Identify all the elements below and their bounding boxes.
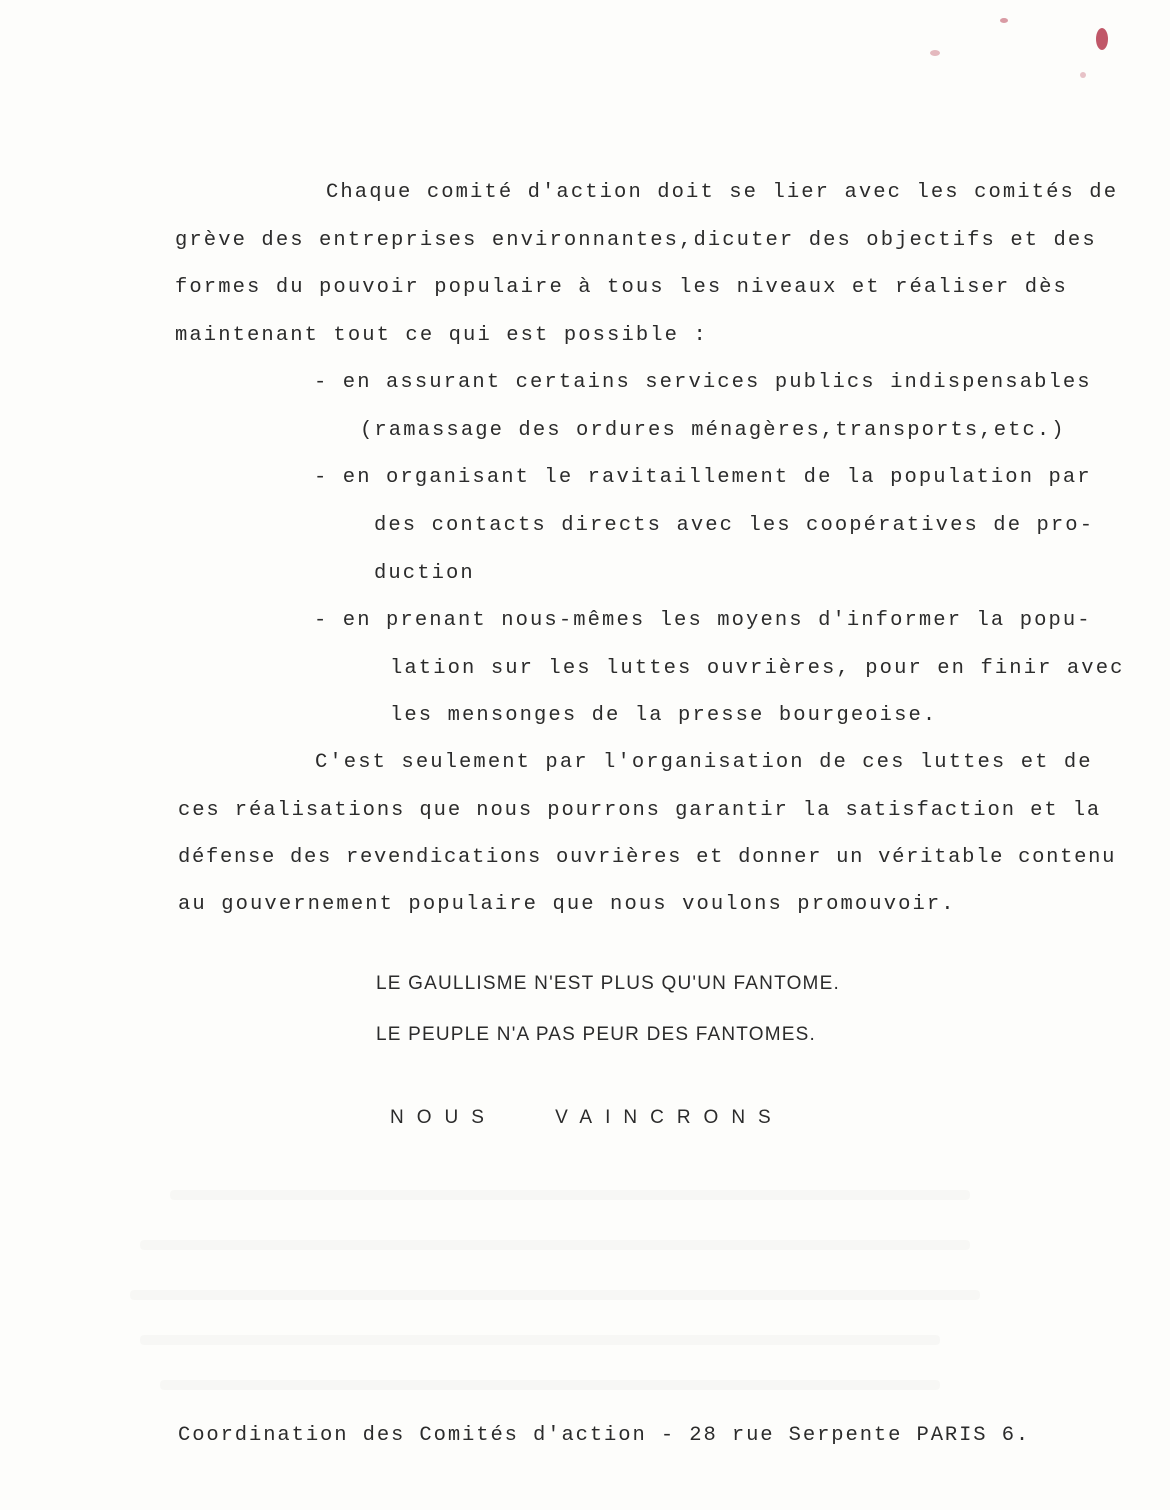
body-line: défense des revendications ouvrières et donner un véritable contenu [178,846,1117,869]
red-ink-smudge [1080,72,1086,78]
red-ink-smudge [1000,18,1008,23]
list-item-line: - en assurant certains services publics indispensables [314,371,1092,394]
body-line: maintenant tout ce qui est possible : [175,324,708,347]
list-item-line: - en organisant le ravitaillement de la population par [314,466,1092,489]
body-line: grève des entreprises environnantes,dicuter des objectifs et des [175,229,1097,252]
list-item-line: les mensonges de la presse bourgeoise. [390,704,938,727]
body-line: Chaque comité d'action doit se lier avec les comités de [326,181,1119,204]
red-ink-smudge [930,50,940,56]
bleed-through-mark [130,1290,980,1300]
slogan-line: LE GAULLISME N'EST PLUS QU'UN FANTOME. [376,973,840,994]
list-item-line: (ramassage des ordures ménagères,transports,etc.) [360,419,1066,442]
list-item-line: des contacts directs avec les coopératives de pro- [374,514,1095,537]
list-item-line: duction [374,562,475,585]
red-ink-smudge [1096,28,1108,50]
list-item-line: - en prenant nous-mêmes les moyens d'informer la popu- [314,609,1092,632]
closing-slogan: NOUS VAINCRONS [390,1107,784,1128]
body-line: C'est seulement par l'organisation de ces luttes et de [315,751,1093,774]
bleed-through-mark [160,1380,940,1390]
list-item-line: lation sur les luttes ouvrières, pour en finir avec [390,657,1125,680]
bleed-through-mark [140,1335,940,1345]
bleed-through-mark [140,1240,970,1250]
bleed-through-mark [170,1190,970,1200]
body-line: au gouvernement populaire que nous voulons promouvoir. [178,893,956,916]
slogan-line: LE PEUPLE N'A PAS PEUR DES FANTOMES. [376,1024,816,1045]
footer-address: Coordination des Comités d'action - 28 rue Serpente PARIS 6. [178,1424,1031,1447]
body-line: ces réalisations que nous pourrons garantir la satisfaction et la [178,799,1102,822]
body-line: formes du pouvoir populaire à tous les niveaux et réaliser dès [175,276,1068,299]
